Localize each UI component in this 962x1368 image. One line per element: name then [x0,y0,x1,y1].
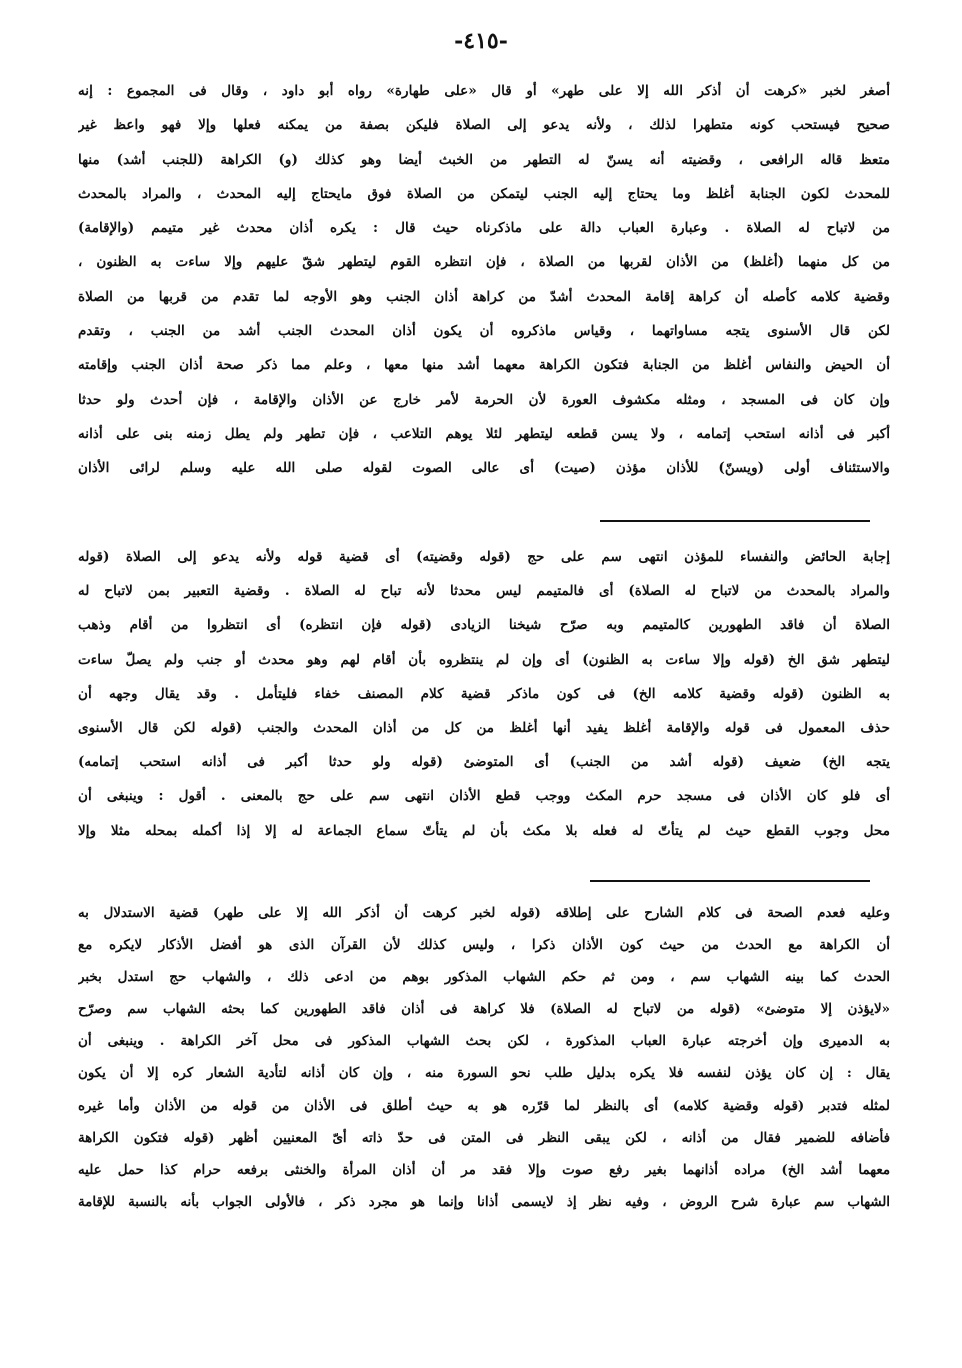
section-divider [590,880,870,882]
main-text-line: أن الحيض والنفاس أغلظ من الجنابة فتكون الكراهة معهما أشد منها معها ، وعلم مما ذكر صحة أذان الجنب وإقامته [78,357,890,374]
main-text [78,74,890,486]
main-text-line: من كل منهما (أغلظ) من الأذان لقربها من الصلاة ، فإن انتظره القوم ليتطهر شقّ عليهم وإلا ساءت به الظنون ، [78,254,890,271]
section-divider [600,520,870,522]
main-text-line: لكن قال الأسنوى يتجه مساواتهما ، وقياس ماذكروه أن يكون أذان المحدث الجنب أشد من الجنب ، وتقدم [78,323,890,340]
page-number: -٤١٥- [454,28,508,54]
main-text-line: والاستئناف أولى (ويسنّ) للأذان مؤذن (صيت) أى عالى الصوت لقوله صلى الله عليه وسلم لرائى الأذان [78,460,890,477]
commentary-line: محل وجوب القطع حيث لم يتأتّ له فعله بلا مكث بأن لم يتأتّ سماع الجماعة له إلا إذا أكمله بمحله مثلا وإلا [78,822,890,839]
commentary-line: يتجه الخ) ضعيف (قوله أشد من الجنب) أى المتوضئ (قوله ولو حدثا أكبر فى أذانه استحب إتمامه) [78,754,890,771]
main-text-line: صحيح فيستحب كونه متطهرا لذلك ، ولأنه يدعو إلى الصلاة فليكن بصفة من يمكنه فعلها وإلا فهو واعظ غير [78,117,890,134]
commentary-line: «لايؤذن إلا متوضئ» (قوله من لاتباح له الصلاة) فلا كراهة فى أذان فاقد الطهورين كما بحثه الشهاب سم وصرّح [78,1001,890,1018]
commentary-line: به الظنون (قوله وقضية كلامه الخ) فى كون ماذكر قضية كلام المصنف خفاء فليتأمل . وقد يقال وجهه أن [78,685,890,702]
commentary-line: لمثله فتدبر (قوله وقضية كلامه) أى بالنظر لما قرّره هو به حيث أطلق فى الأذان من قوله من الأذان وأما غيره [78,1097,890,1114]
main-text-line: للمحدث لكون الجنابة أغلظ وما يحتاج إليه الجنب ليتمكن من الصلاة فوق مايحتاج إليه المحدث ، والمراد بالمحدث [78,185,890,202]
main-text-line: أكبر فى أذانه استحب إتمامه ، ولا يسن قطعه ليتطهر لئلا يوهم التلاعب ، فإن تطهر ولم يطل زمنه بنى على أذانه [78,425,890,442]
commentary-line: إجابة الحائض والنفساء للمؤذن انتهى سم على حج (قوله وقضيته) أى قضية قوله ولأنه يدعو إلى الصلاة (قوله [78,549,890,565]
commentary-line: حذف المعمول فى قوله والإقامة أغلظ يفيد أنها أغلظ من كل من أذان المحدث والجنب (قوله لكن قال الأسنوى [78,719,890,736]
commentary-line: والمراد بالمحدث من لاتباح له الصلاة) أى فالمتيمم ليس محدثا لأنه تباح له الصلاة . وقضية التعبير بمن لاتباح له [78,583,890,600]
main-text-line: أصغر لخبر «كرهت أن أذكر الله إلا على طهر» أو قال «على طهارة» رواه أبو داود ، وقال فى المجموع : إنه [78,83,890,99]
main-text-line: متعظ قاله الرافعى ، وقضيته أنه يسنّ له التطهر من الخبث أيضا وهو كذلك (و) الكراهة (للجنب أشد) منها [78,151,890,168]
commentary-line: أى فلو كان الأذان فى مسجد حرم المكث ووجب قطع الأذان انتهى سم على حج بالمعنى . أقول : وينبغى أن [78,788,890,805]
main-text-line: وإن كان فى المسجد ، ومثله مكشوف العورة لأن الحرمة لأمر خارج عن الأذان والإقامة ، فإن أحدث ولو حدثا [78,391,890,408]
commentary-block-1 [78,540,890,848]
commentary-line: الشهاب سم عبارة شرح الروض ، وفيه نظر إذ لايسمى أذانا وإنما هو مجرد ذكر ، فالأولى الجواب بأنه بالنسبة للإقامة [78,1193,890,1210]
commentary-line: يقال : إن كان يؤذن لنفسه فلا يكره بدليل طلب نحو السورة منه ، وإن كان أذانه لتأدية الشعار كره إلا أن يكون [78,1065,890,1082]
commentary-block-2 [78,897,890,1218]
main-text-line: من لاتباح له الصلاة . وعبارة العباب دالة على ماذكرناه حيث قال : يكره أذان محدث غير متيمم (والإقامة) [78,220,890,237]
commentary-line: فأضافه للضمير فقال من أذانه ، لكن يبقى النظر فى المتن فى حدّ ذاته أىّ المعنيين أظهر (قوله فتكون الكراهة [78,1129,890,1146]
commentary-line: الصلاة أن فاقد الطهورين كالمتيمم وبه صرّح شيخنا الزيادى (قوله فإن انتظره) أى انتظروا من أقام وذهب [78,617,890,634]
commentary-line: الحدث كما بينه الشهاب سم ، ومن ثم حكم الشهاب المذكور بوهم من ادعى ذلك ، والشهاب حج استدل بخبر [78,969,890,986]
commentary-line: وعليه فعدم الصحة فى كلام الشارح على إطلاقه (قوله لخبر كرهت أن أذكر الله إلا على طهر) قضية الاستدلال به [78,905,890,921]
commentary-line: أن الكراهة مع الحدث من حيث كون الأذان ذكرا ، وليس كذلك لأن القرآن الذى هو أفضل الأذكار لايكره مع [78,937,890,954]
commentary-line: معهما أشد الخ) مراده أذانهما بغير رفع صوت وإلا فقد مر أن أذان المرأة والخنثى برفعه حرام كذا حمل عليه [78,1161,890,1178]
commentary-line: به الدميرى وإن أخرجته عبارة العباب المذكورة ، لكن بحث الشهاب المذكور فى محل آخر الكراهة . وينبغى أن [78,1033,890,1050]
commentary-line: ليتطهر شق الخ (قوله وإلا ساءت به الظنون) أى وإن لم ينتظروه بأن أقام لهم وهو محدث أو جنب ولم يصلّ ساءت [78,651,890,668]
main-text-line: وقضية كلامه كأصله أن كراهة إقامة المحدث أشدّ من كراهة أذان الجنب وهو الأوجه لما تقدم من قربها من الصلاة [78,288,890,305]
